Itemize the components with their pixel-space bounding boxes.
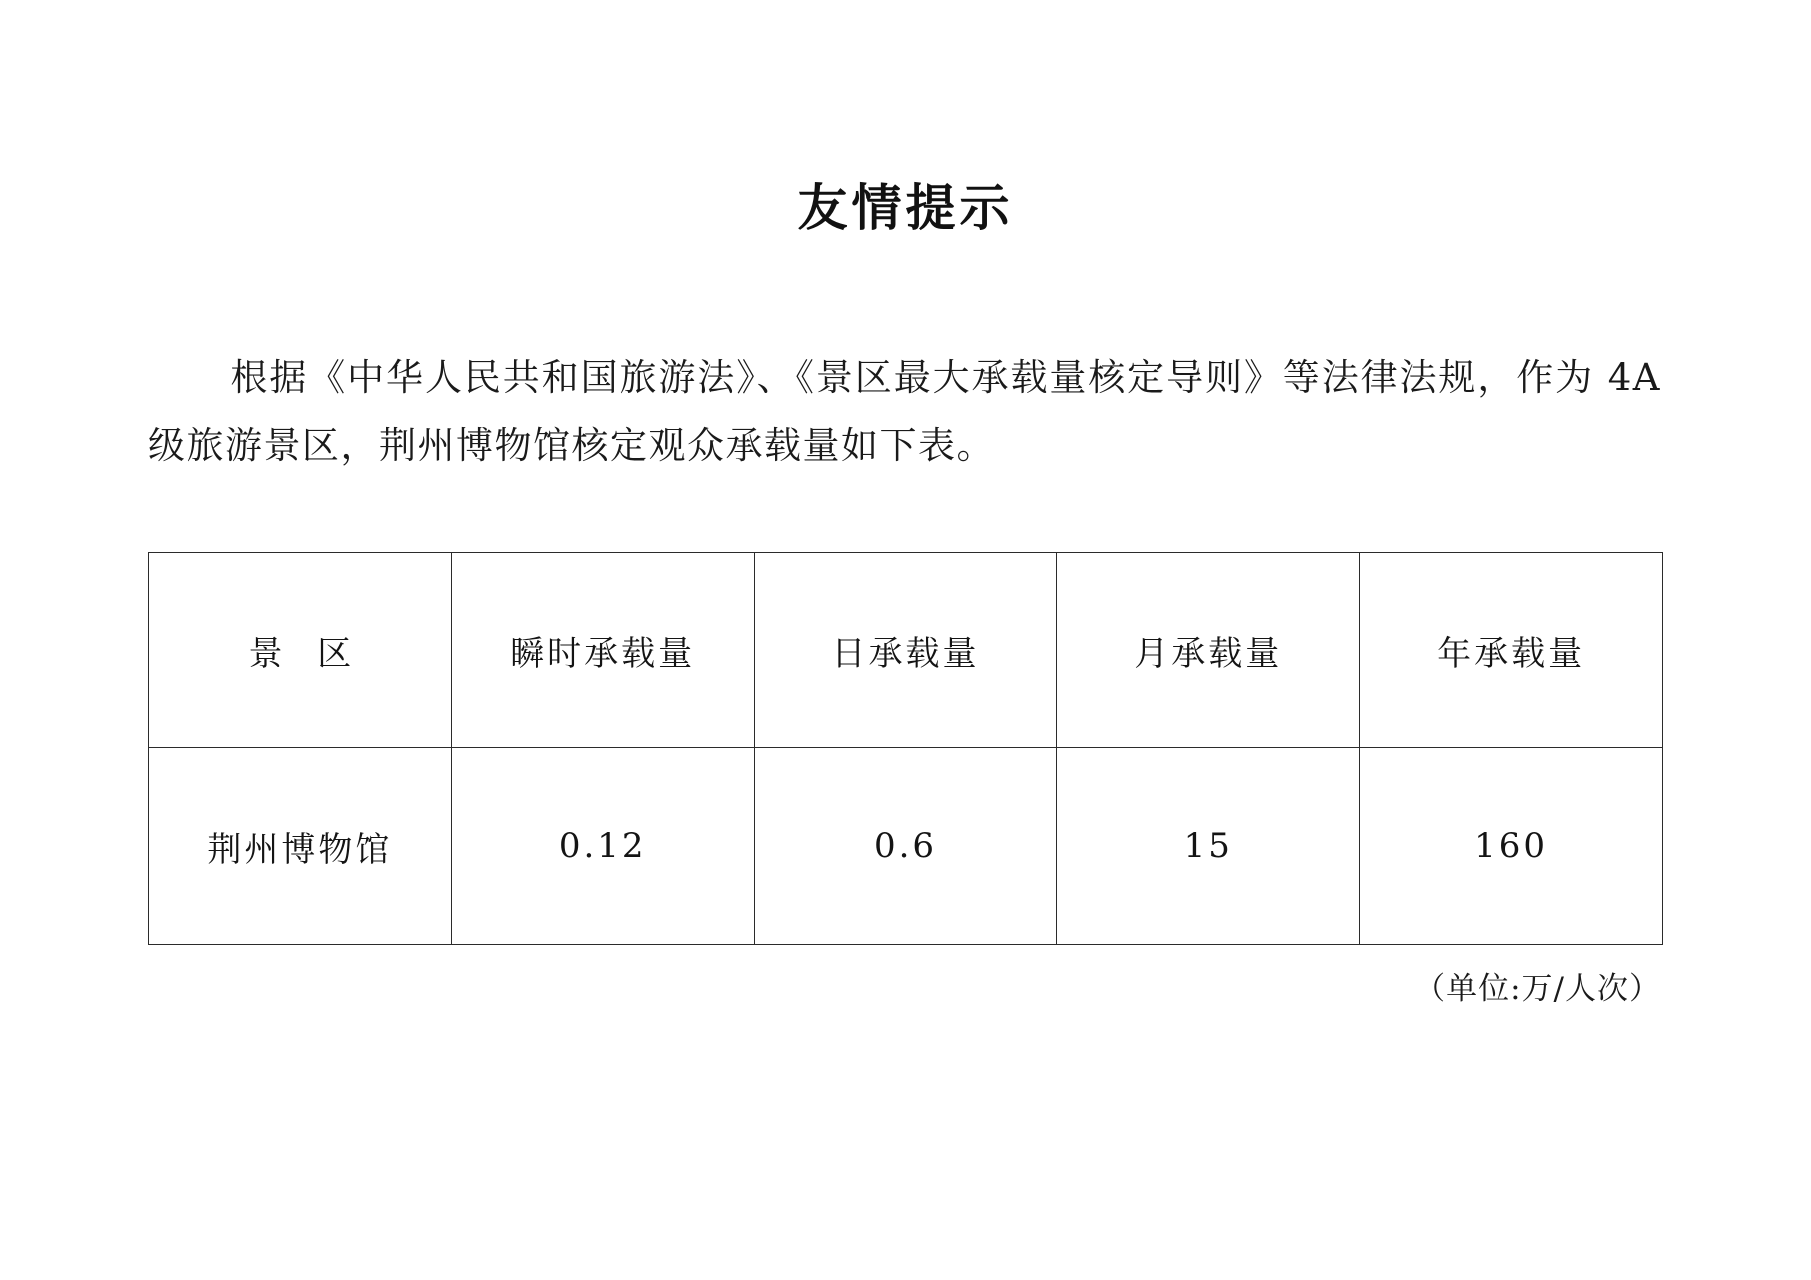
table-header (149, 553, 1663, 748)
table-row (149, 748, 1663, 945)
cell-instant-capacity: 0.12 (451, 748, 754, 945)
table-header-area (149, 553, 452, 748)
cell-yearly-capacity: 160 (1360, 748, 1663, 945)
capacity-table-wrapper (0, 552, 1811, 945)
body-paragraph-block (0, 344, 1811, 480)
unit-note: （单位:万/人次） (1414, 971, 1661, 1007)
capacity-table (148, 552, 1663, 945)
table-header-monthly: 月承载量 (1057, 553, 1360, 748)
table-header-row (149, 553, 1663, 748)
body-paragraph (0, 344, 1811, 480)
paragraph-text: 根据《中华人民共和国旅游法》、《景区最大承载量核定导则》等法律法规，作为 4A 级旅游景区，荆州博物馆核定观众承载量如下表。 (148, 356, 1661, 467)
table-body (149, 748, 1663, 945)
table-header-area-label: 景 区 (248, 633, 364, 674)
cell-area-name: 荆州博物馆 (149, 748, 452, 945)
cell-monthly-capacity: 15 (1057, 748, 1360, 945)
page-title: 友情提示 (797, 178, 1014, 237)
table-header-daily: 日承载量 (754, 553, 1057, 748)
cell-daily-capacity: 0.6 (754, 748, 1057, 945)
table-header-instant: 瞬时承载量 (451, 553, 754, 748)
table-header-yearly: 年承载量 (1360, 553, 1663, 748)
